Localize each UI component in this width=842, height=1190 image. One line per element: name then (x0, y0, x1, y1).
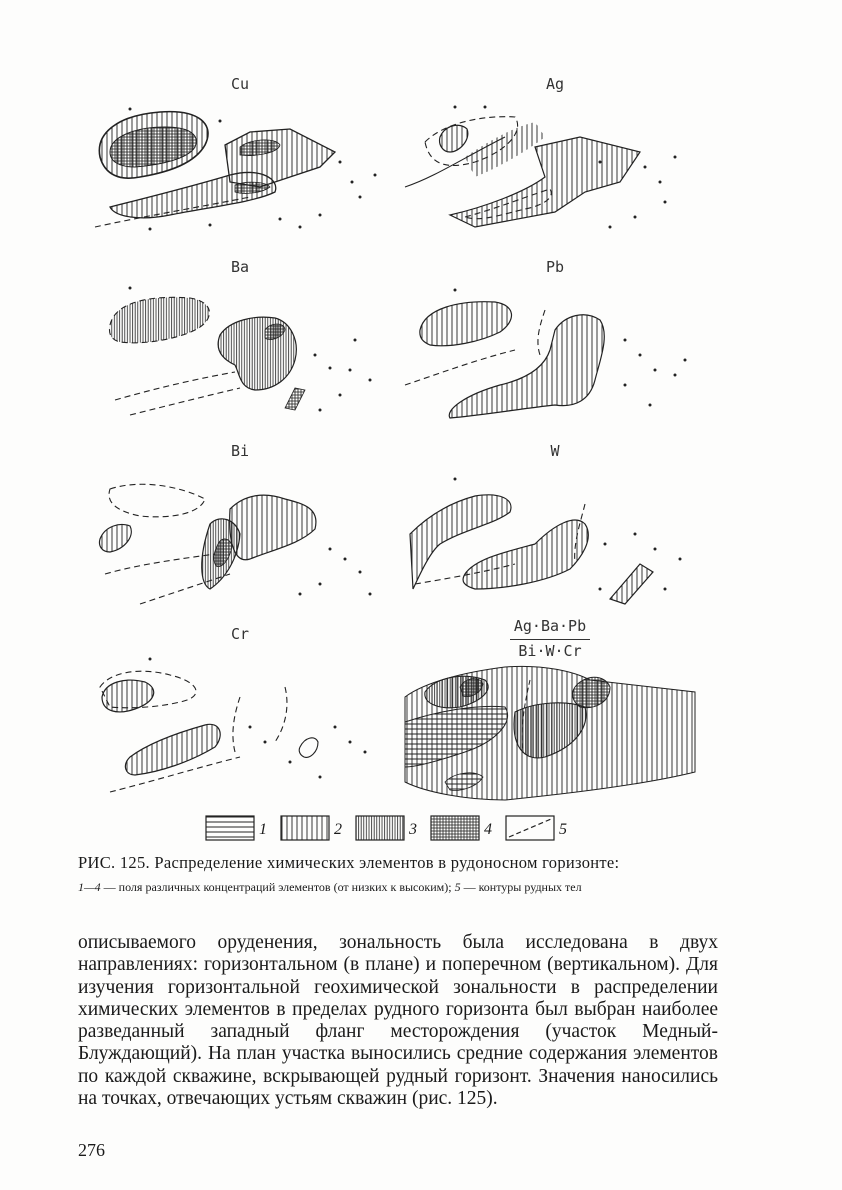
combined-label-bottom: Bi·W·Cr (518, 642, 582, 660)
geochemical-map-pb (405, 280, 705, 428)
panel-label-ba: Ba (230, 258, 250, 276)
figure-caption-note (78, 880, 728, 894)
geochemical-map-combined (405, 652, 705, 800)
cross-hatch-swatch (430, 815, 480, 841)
dense-vertical-hatch-swatch (355, 815, 405, 841)
legend-number-5: 5 (559, 821, 567, 838)
page-number: 276 (78, 1140, 105, 1160)
geochemical-map-cr (90, 647, 390, 795)
legend-number-3: 3 (409, 821, 417, 838)
horizontal-hatch-swatch (205, 815, 255, 841)
geochemical-map-ba (90, 280, 390, 428)
panel-label-cu: Cu (230, 75, 250, 93)
geochemical-map-ag (405, 97, 705, 245)
map-panel-cr (90, 625, 390, 795)
geochemical-map-w (405, 464, 705, 612)
legend-item-1 (205, 815, 267, 841)
map-panel-cu (90, 75, 390, 245)
panel-label-ag: Ag (545, 75, 565, 93)
caption-note-text-1: — поля различных концентраций элементов (от низких к высоким); (100, 880, 455, 894)
caption-note-five: 5 (454, 880, 461, 894)
panel-label-pb: Pb (545, 258, 565, 276)
combined-label-top: Ag·Ba·Pb (513, 617, 587, 635)
panel-label-cr: Cr (230, 625, 250, 643)
geochemical-map-cu (90, 97, 390, 245)
legend-item-4 (430, 815, 492, 841)
figure-legend (205, 815, 605, 845)
legend-item-5 (505, 815, 567, 841)
panel-label-bi: Bi (230, 442, 250, 460)
map-panel-combined (405, 648, 705, 818)
legend-number-2: 2 (334, 821, 342, 838)
body-paragraph: описываемого оруденения, зональность была исследована в двух направлениях: горизонтальном (в плане) и поперечном (вертикальном). Для изучения горизонтальной геохимической зональности в распределении химических элементов в пределах рудного горизонта был выбран наиболее разведанный западный фланг месторождения (участок Медный-Блуждающий). На план участка выносились средние содержания элементов по каждой скважине, вскрывающей рудный горизонт. Значения наносились на точках, отвечающих устьям скважин (рис. 125). (78, 932, 718, 1110)
combined-label-divider (510, 639, 590, 640)
vertical-hatch-swatch (280, 815, 330, 841)
legend-item-2 (280, 815, 342, 841)
map-panel-ag (405, 75, 705, 245)
map-panel-ba (90, 258, 390, 428)
legend-number-4: 4 (484, 821, 492, 838)
geochemical-map-bi (90, 464, 390, 612)
legend-number-1: 1 (259, 821, 267, 838)
caption-note-text-2: — контуры рудных тел (460, 880, 582, 894)
dashed-contour-swatch (505, 815, 555, 841)
figure-caption-title: РИС. 125. Распределение химических элементов в рудоносном горизонте: (78, 853, 620, 872)
caption-note-range: 1—4 (78, 880, 101, 894)
map-panel-pb (405, 258, 705, 428)
map-panel-w (405, 442, 705, 612)
body-text (78, 932, 718, 1110)
map-panel-bi (90, 442, 390, 612)
panel-label-w: W (550, 442, 560, 460)
legend-item-3 (355, 815, 417, 841)
